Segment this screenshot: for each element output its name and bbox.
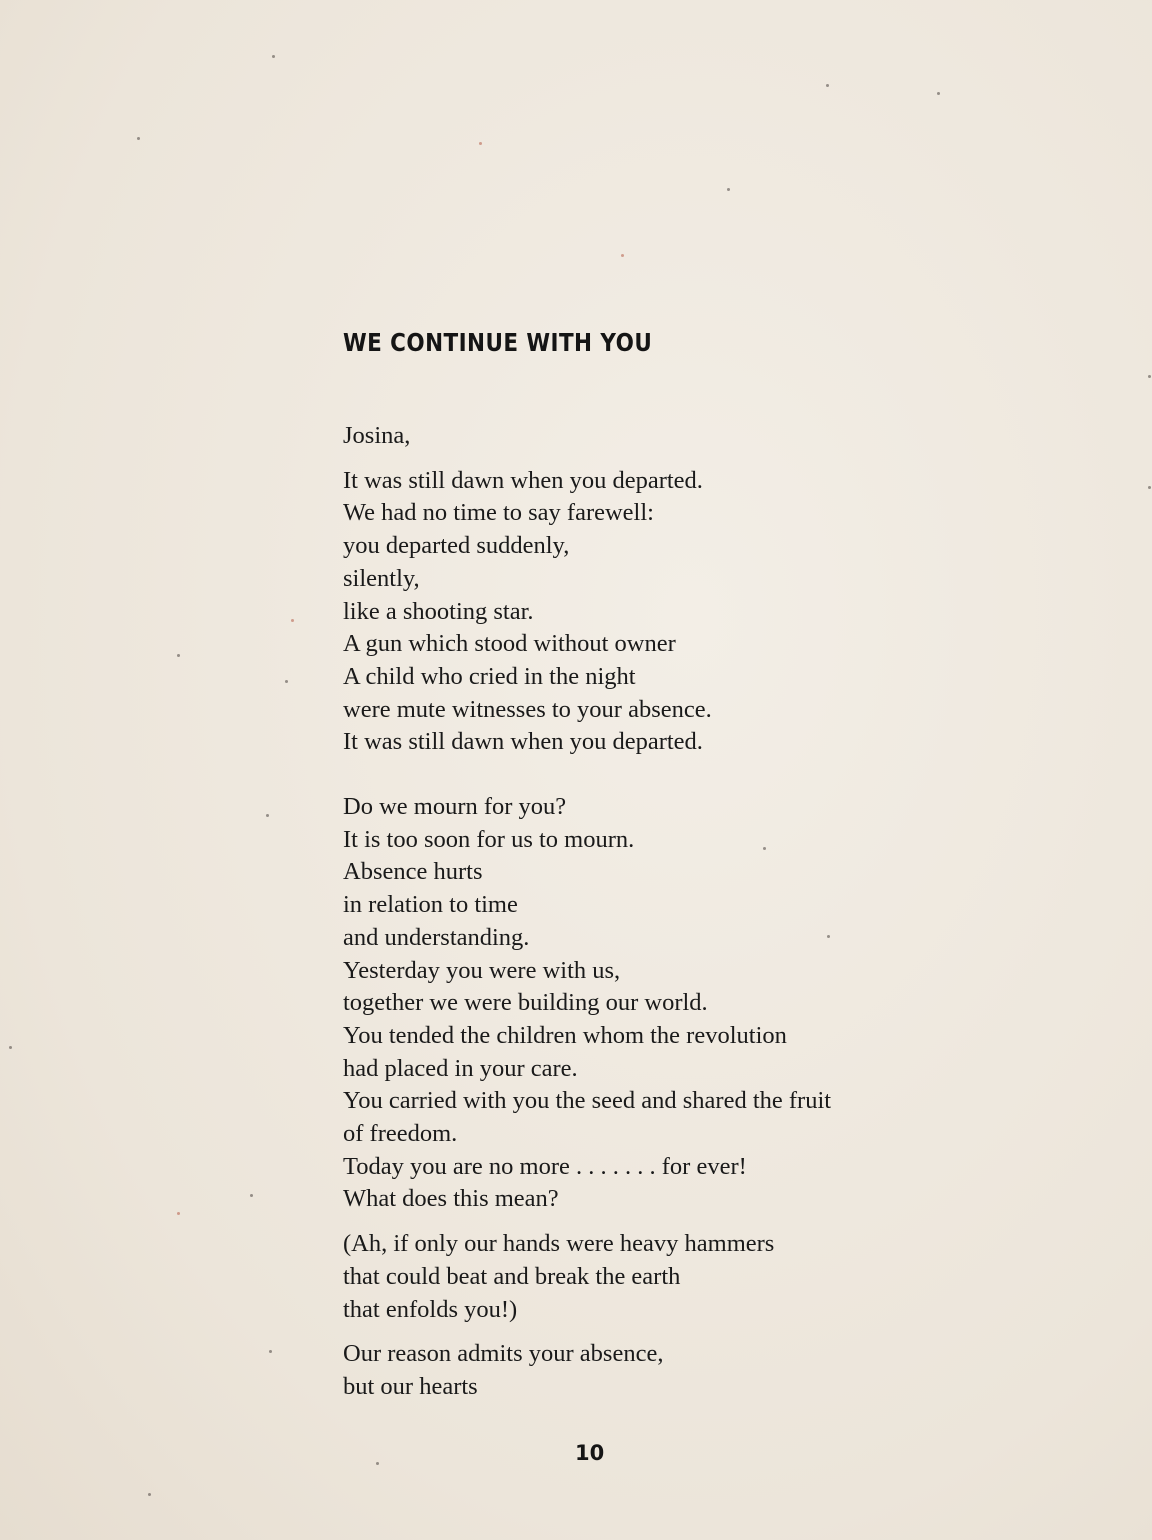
paper-speck bbox=[479, 142, 482, 145]
paper-speck bbox=[291, 619, 294, 622]
poem-line: (Ah, if only our hands were heavy hammers bbox=[343, 1230, 775, 1258]
stanza-2 bbox=[343, 791, 831, 1216]
poem-line: that enfolds you!) bbox=[343, 1295, 518, 1323]
poem-line: were mute witnesses to your absence. bbox=[343, 695, 712, 723]
salutation bbox=[343, 420, 831, 453]
paper-speck bbox=[826, 84, 829, 87]
poem-line: but our hearts bbox=[343, 1372, 478, 1400]
paper-speck bbox=[827, 935, 830, 938]
paper-speck bbox=[285, 680, 288, 683]
paper-speck bbox=[621, 254, 624, 257]
poem-line: We had no time to say farewell: bbox=[343, 499, 654, 527]
paper-speck bbox=[376, 1462, 379, 1465]
paper-speck bbox=[1148, 486, 1151, 489]
poem-line: It is too soon for us to mourn. bbox=[343, 825, 635, 853]
poem-line: What does this mean? bbox=[343, 1185, 559, 1213]
paper-speck bbox=[177, 654, 180, 657]
poem-line: Today you are no more . . . . . . . for ever! bbox=[343, 1152, 747, 1180]
poem-line: of freedom. bbox=[343, 1120, 458, 1148]
poem-line: Our reason admits your absence, bbox=[343, 1340, 664, 1368]
poem-line: together we were building our world. bbox=[343, 989, 708, 1017]
paper-speck bbox=[763, 847, 766, 850]
poem-line: in relation to time bbox=[343, 891, 518, 919]
poem-line: A gun which stood without owner bbox=[343, 630, 676, 658]
poem-line: It was still dawn when you departed. bbox=[343, 728, 703, 756]
poem-line: Do we mourn for you? bbox=[343, 793, 567, 821]
poem-line: like a shooting star. bbox=[343, 597, 534, 625]
poem-line: silently, bbox=[343, 564, 420, 592]
poem-line: You tended the children whom the revolution bbox=[343, 1021, 787, 1049]
poem-line: A child who cried in the night bbox=[343, 662, 636, 690]
poem-line: You carried with you the seed and shared the fruit bbox=[343, 1087, 832, 1115]
paper-speck bbox=[937, 92, 940, 95]
stanza-gap bbox=[343, 453, 831, 465]
poem-line: Josina, bbox=[343, 422, 411, 449]
paper-speck bbox=[1148, 375, 1151, 378]
stanza-3 bbox=[343, 1228, 831, 1326]
poem-body bbox=[343, 420, 831, 1404]
stanza-gap bbox=[343, 1326, 831, 1338]
paper-speck bbox=[269, 1350, 272, 1353]
paper-speck bbox=[266, 814, 269, 817]
poem-title: WE CONTINUE WITH YOU bbox=[343, 328, 653, 357]
poem-line: that could beat and break the earth bbox=[343, 1262, 681, 1290]
poem-line: and understanding. bbox=[343, 923, 530, 951]
paper-speck bbox=[727, 188, 730, 191]
poem-line: Yesterday you were with us, bbox=[343, 956, 621, 984]
paper-speck bbox=[148, 1493, 151, 1496]
stanza-gap bbox=[343, 1216, 831, 1228]
paper-speck bbox=[272, 55, 275, 58]
paper-speck bbox=[250, 1194, 253, 1197]
stanza-1 bbox=[343, 465, 831, 759]
stanza-4 bbox=[343, 1338, 831, 1403]
paper-speck bbox=[9, 1046, 12, 1049]
poem-line: It was still dawn when you departed. bbox=[343, 466, 703, 494]
paper-speck bbox=[177, 1212, 180, 1215]
stanza-gap bbox=[343, 759, 831, 791]
page-number: 10 bbox=[575, 1441, 605, 1465]
poem-line: Absence hurts bbox=[343, 858, 483, 886]
paper-speck bbox=[137, 137, 140, 140]
poem-line: had placed in your care. bbox=[343, 1054, 578, 1082]
poem-line: you departed suddenly, bbox=[343, 532, 570, 560]
